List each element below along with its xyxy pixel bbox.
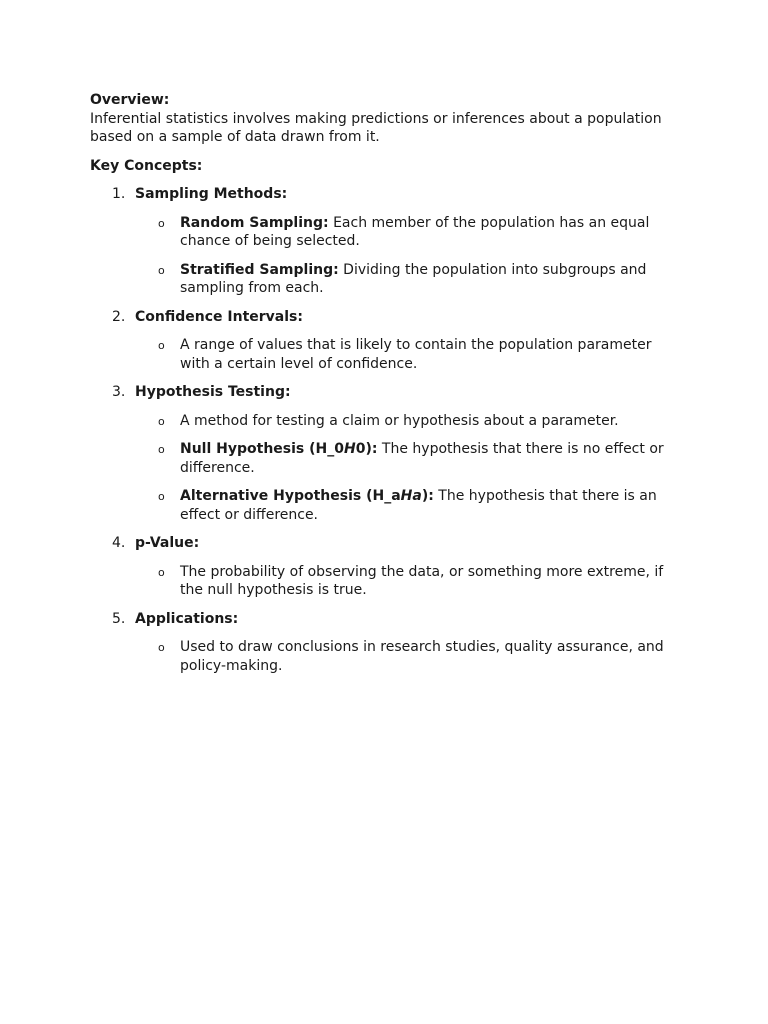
bullet-icon: o [158, 565, 165, 579]
concept-number: 1. [112, 186, 126, 202]
point-text: Dividing the population into subgroups and sampling from each. [180, 261, 647, 296]
point-text: The hypothesis that there is no effect or difference. [180, 441, 664, 476]
concept-title: p-Value: [135, 535, 200, 551]
point-label [180, 488, 434, 504]
concept-point [135, 261, 670, 298]
label-start: Alternative Hypothesis (H_a [180, 488, 401, 504]
concept-item [90, 308, 670, 374]
point-label: Random Sampling: [180, 214, 329, 231]
point-text: Each member of the population has an equal chance of being selected. [180, 214, 650, 249]
concept-point [135, 638, 670, 675]
bullet-icon: o [158, 263, 165, 277]
concept-point [135, 487, 670, 524]
label-end: ): [421, 488, 434, 504]
bullet-icon: o [158, 443, 165, 456]
concept-number: 2. [112, 308, 126, 325]
overview-heading: Overview: [90, 92, 170, 108]
concept-item [90, 185, 670, 298]
point-text: A range of values that is likely to contain the population parameter with a certain level of confidence. [180, 337, 652, 372]
key-concepts-heading: Key Concepts: [90, 157, 203, 174]
concept-title: Confidence Intervals: [135, 308, 303, 325]
point-label: Stratified Sampling: [180, 261, 339, 278]
concept-points [135, 638, 670, 675]
concept-point [135, 440, 670, 477]
point-text: A method for testing a claim or hypothesis about a parameter. [180, 412, 619, 429]
document-body [90, 91, 670, 685]
concept-point [135, 336, 670, 373]
concept-point [135, 214, 670, 251]
bullet-icon: o [158, 339, 165, 352]
concept-title: Hypothesis Testing: [135, 384, 291, 400]
concept-title: Sampling Methods: [135, 186, 288, 202]
concept-points [135, 563, 670, 600]
label-start: Null Hypothesis (H_0 [180, 441, 344, 457]
concept-point [135, 412, 670, 431]
concept-item [90, 534, 670, 600]
overview-text: Inferential statistics involves making predictions or inferences about a population based on a sample of data drawn from it. [90, 110, 662, 145]
point-text: The hypothesis that there is an effect or difference. [180, 488, 657, 523]
bullet-icon: o [158, 414, 165, 428]
bullet-icon: o [158, 641, 165, 654]
concept-item [90, 383, 670, 524]
bullet-icon: o [158, 490, 165, 503]
concept-points [135, 214, 670, 298]
concept-item [90, 610, 670, 676]
concept-number: 4. [112, 535, 126, 551]
label-italic: Ha [400, 488, 422, 504]
concept-points [135, 336, 670, 373]
point-text: The probability of observing the data, or something more extreme, if the null hypothesis is true. [180, 563, 664, 598]
concept-title: Applications: [135, 610, 239, 627]
concept-number: 5. [112, 610, 126, 627]
label-end: 0): [355, 441, 378, 457]
concept-points [135, 412, 670, 525]
point-text: Used to draw conclusions in research studies, quality assurance, and policy-making. [180, 639, 664, 674]
key-concepts-list [90, 185, 670, 675]
label-italic: H [344, 441, 356, 457]
concept-point [135, 563, 670, 600]
point-label [180, 441, 377, 457]
concept-number: 3. [112, 384, 126, 400]
bullet-icon: o [158, 216, 165, 230]
